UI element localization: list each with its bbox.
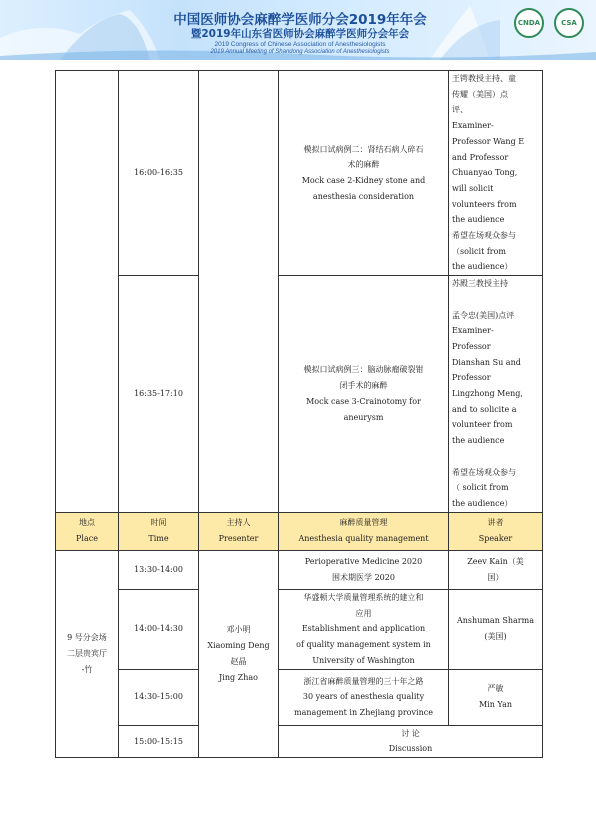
topic-cell (279, 589, 449, 669)
topic-cell (279, 669, 449, 725)
speaker-line: 苏殿三教授主持 (452, 279, 508, 289)
header-banner (0, 0, 596, 60)
header-place (56, 512, 119, 550)
speaker-cell (449, 669, 543, 725)
table-row (56, 589, 543, 669)
speaker-line: 王锷教授主持、童 (452, 74, 516, 83)
speaker-line: Zeev Kain（美 (467, 556, 524, 566)
discussion-cell (279, 725, 543, 757)
topic-line: 模拟口试病例三：脑动脉瘤破裂钳 (303, 365, 424, 375)
topic-line: 华盛顿大学质量管理系统的建立和 (303, 592, 424, 602)
time-cell: 15:00-15:15 (119, 725, 199, 757)
table-row (56, 669, 543, 725)
speaker-line: 严敏 (487, 684, 504, 694)
speaker-line: and to solicite a (452, 404, 517, 414)
speaker-line: （solicit from (452, 246, 507, 256)
place-line: 9 号分会场 (67, 633, 107, 643)
topic-line: Mock case 2-Kidney stone and (301, 176, 426, 186)
csa-logo: CSA (554, 8, 584, 38)
speaker-line: volunteers from (452, 199, 517, 209)
header-label-cn: 地点 (79, 518, 95, 528)
speaker-line: and Professor (452, 152, 509, 162)
topic-line: University of Washington (312, 655, 415, 665)
discussion-label-cn: 讨 论 (401, 728, 420, 738)
speaker-line: Lingzhong Meng, (452, 389, 523, 399)
speaker-line: 希望在场观众参与 (452, 467, 516, 477)
header-label-cn: 讲者 (487, 518, 504, 528)
speaker-line: Professor (452, 373, 491, 383)
topic-line: 浙江省麻醉质量管理的三十年之路 (303, 676, 424, 686)
header-label-cn: 时间 (150, 518, 167, 528)
place-line: 二层贵宾厅 (67, 649, 107, 658)
topic-line: management in Zhejiang province (294, 708, 433, 717)
speaker-line: the audience） (452, 498, 513, 508)
presenter-line: Jing Zhao (219, 672, 258, 682)
time-cell: 14:30-15:00 (119, 669, 199, 725)
topic-cell (279, 276, 449, 513)
speaker-cell (449, 276, 543, 513)
header-label-en: Time (148, 534, 169, 544)
speaker-line: 传耀（美国）点 (452, 89, 508, 99)
presenter-line: Xiaoming Deng (207, 641, 270, 651)
time-cell: 16:35-17:10 (119, 276, 199, 513)
topic-line: of quality management system in (296, 640, 431, 649)
speaker-line: the audience (452, 215, 505, 225)
table-header-row (56, 512, 543, 550)
topic-cell (279, 71, 449, 276)
presenter-line: 邓小明 (226, 625, 251, 635)
topic-line: 闭手术的麻醉 (339, 381, 388, 391)
table-row (56, 276, 543, 513)
speaker-line: 孟令忠(美国)点评 (452, 310, 515, 320)
table-row (56, 550, 543, 589)
speaker-line: (美国) (484, 632, 507, 642)
banner-title-cn: 中国医师协会麻醉学医师分会2019年年会 (173, 12, 427, 28)
speaker-line: the audience (452, 436, 505, 446)
speaker-line: Dianshan Su and (452, 357, 521, 367)
header-label-cn: 主持人 (226, 518, 251, 528)
header-time (119, 512, 199, 550)
place-line: -竹 (81, 664, 93, 674)
topic-line: anesthesia consideration (312, 191, 415, 201)
header-label-en: Speaker (478, 534, 513, 544)
speaker-cell (449, 71, 543, 276)
header-label-en: Place (76, 534, 98, 544)
table-row (56, 71, 543, 276)
place-cell-empty (56, 71, 119, 513)
topic-line: Mock case 3-Crainotomy for (306, 396, 421, 406)
speaker-line: 希望在场观众参与 (452, 231, 516, 241)
speaker-line: Chuanyao Tong, (452, 168, 518, 178)
topic-line: 模拟口试病例二：肾结石病人碎石 (303, 144, 424, 154)
speaker-line: will solicit (452, 183, 494, 193)
speaker-line: （ solicit from (452, 483, 509, 493)
speaker-line: 评、 (452, 105, 468, 115)
header-topic (279, 512, 449, 550)
speaker-line: Anshuman Sharma (457, 616, 534, 626)
topic-line: 围术期医学 2020 (332, 572, 395, 582)
schedule-table (55, 70, 543, 758)
place-cell (56, 550, 119, 757)
presenter-cell-empty (199, 71, 279, 513)
spacer (452, 449, 539, 465)
speaker-line: Professor (452, 341, 491, 351)
table-row (56, 725, 543, 757)
speaker-cell (449, 550, 543, 589)
speaker-line: Examiner- (452, 326, 494, 336)
topic-cell (279, 550, 449, 589)
header-label-en: Presenter (218, 534, 259, 544)
time-cell: 13:30-14:00 (119, 550, 199, 589)
topic-line: Establishment and application (301, 624, 426, 634)
presenter-line: 赵晶 (230, 656, 247, 666)
speaker-line: Examiner- (452, 121, 494, 131)
header-presenter (199, 512, 279, 550)
spacer (452, 292, 539, 308)
presenter-cell (199, 550, 279, 757)
banner-subtitle-en: 2019 Annual Meeting of Shandong Association of Anesthesiologists (210, 49, 390, 55)
cnda-logo: CNDA (514, 8, 544, 38)
discussion-label-en: Discussion (388, 744, 433, 754)
topic-line: 术的麻醉 (347, 160, 380, 170)
header-label-cn: 麻醉质量管理 (339, 518, 388, 528)
header-speaker (449, 512, 543, 550)
speaker-line: 国） (487, 572, 504, 582)
topic-line: 30 years of anesthesia quality (302, 692, 425, 702)
banner-title-en: 2019 Congress of Chinese Association of Anesthesiologists (214, 41, 386, 48)
speaker-line: volunteer from (452, 420, 513, 430)
banner-subtitle-cn: 暨2019年山东省医师协会麻醉学医师分会年会 (190, 28, 410, 40)
topic-line: Perioperative Medicine 2020 (304, 556, 423, 566)
speaker-line: Professor Wang E (452, 136, 525, 146)
speaker-line: Min Yan (478, 700, 513, 710)
speaker-line: the audience） (452, 262, 513, 272)
speaker-cell (449, 589, 543, 669)
topic-line: aneurysm (343, 412, 384, 422)
header-label-en: Anesthesia quality management (298, 534, 429, 544)
time-cell: 14:00-14:30 (119, 589, 199, 669)
topic-line: 应用 (355, 608, 372, 618)
time-cell: 16:00-16:35 (119, 71, 199, 276)
